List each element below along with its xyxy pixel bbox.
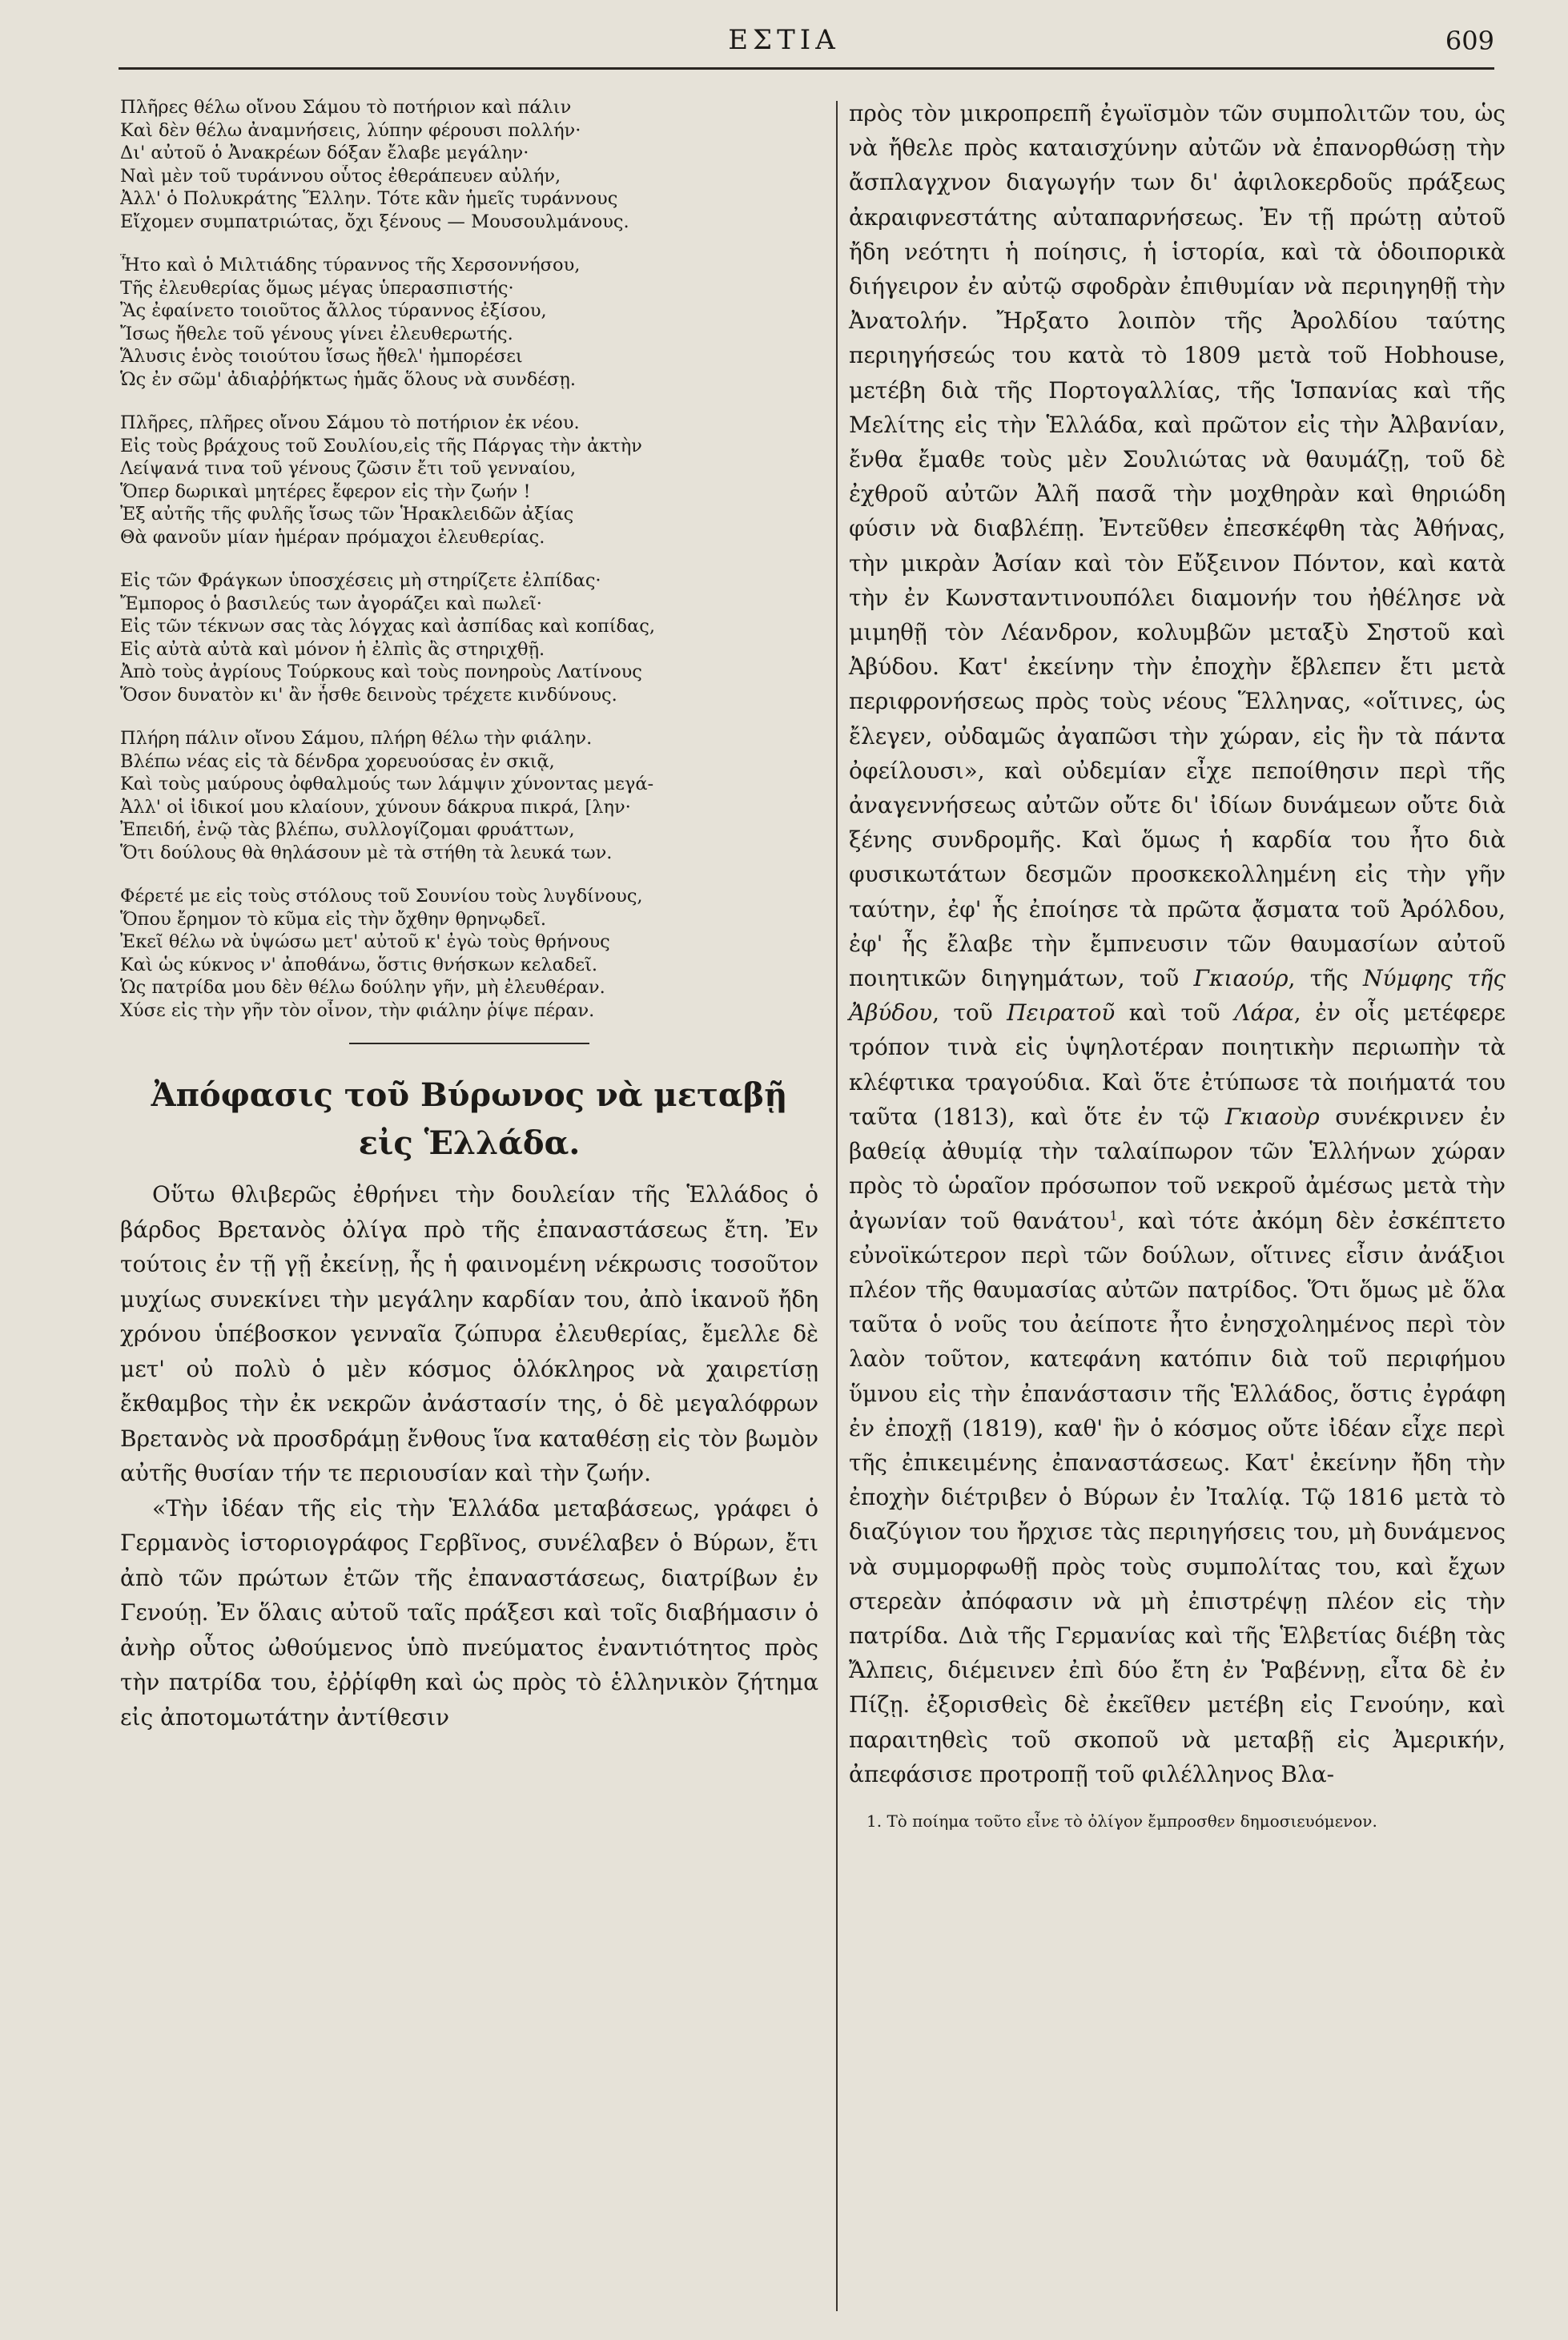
verse-line: Ἦτο καὶ ὁ Μιλτιάδης τύραννος τῆς Χερσοννήσου, bbox=[120, 255, 581, 275]
work-title: Γκιαοὺρ bbox=[1224, 1103, 1320, 1130]
poem-stanza bbox=[120, 727, 818, 864]
verse-line: Τῆς ἐλευθερίας ὅμως μέγας ὑπερασπιστής· bbox=[120, 277, 514, 299]
body-text: , ἐν οἷς μετέφερε τρόπον τινὰ εἰς ὑψηλοτέραν ποιητικὴν περιωπὴν τὰ κλέφτικα τραγούδια. Καὶ ὅτε ἐτύπωσε τὰ ποιήματά του ταῦτα (1813), καὶ ὅτε ἐν τῷ bbox=[849, 999, 1506, 1130]
work-title: Λάρα bbox=[1234, 999, 1294, 1027]
body-text: συνέκρινεν ἐν βαθείᾳ ἀθυμίᾳ τὴν ταλαίπωρον τῶν Ἑλλήνων χώραν πρὸς τὸ ὡραῖον πρόσωπον τοῦ νεκροῦ ἀμέσως μετὰ τὴν ἀγωνίαν τοῦ θανάτου bbox=[849, 1103, 1506, 1234]
footnote: 1. Τὸ ποίημα τοῦτο εἶνε τὸ ὀλίγον ἔμπροσθεν δημοσιευόμενον. bbox=[866, 1811, 1377, 1831]
verse-line: Πλῆρες θέλω οἴνου Σάμου τὸ ποτήριον καὶ πάλιν bbox=[120, 97, 572, 118]
column-divider bbox=[836, 101, 838, 2311]
verse-line: Δι' αὐτοῦ ὁ Ἀνακρέων δόξαν ἔλαβε μεγάλην· bbox=[120, 143, 529, 163]
verse-line: Ἴσως ἤθελε τοῦ γένους γίνει ἐλευθερωτής. bbox=[120, 323, 513, 344]
verse-line: Ἀπὸ τοὺς ἀγρίους Τούρκους καὶ τοὺς πονηροὺς Λατίνους bbox=[120, 661, 642, 682]
verse-line: Εἰς τῶν τέκνων σας τὰς λόγχας καὶ ἀσπίδας καὶ κοπίδας, bbox=[120, 616, 656, 637]
verse-line: Θὰ φανοῦν μίαν ἡμέραν πρόμαχοι ἐλευθερίας. bbox=[120, 526, 545, 548]
page-number: 609 bbox=[1445, 26, 1494, 56]
body-text: , τοῦ bbox=[932, 999, 993, 1027]
body-text: , τῆς bbox=[1288, 965, 1349, 992]
verse-line: Ὅτι δούλους θὰ θηλάσουν μὲ τὰ στήθη τὰ λευκά των. bbox=[120, 842, 613, 863]
right-column bbox=[849, 96, 1506, 1833]
verse-line: Λείψανά τινα τοῦ γένους ζῶσιν ἔτι τοῦ γενναίου, bbox=[120, 458, 577, 479]
work-title: Νύμφης τῆς Ἀβύδου bbox=[849, 965, 1506, 1027]
header-rule bbox=[119, 67, 1494, 70]
verse-line: Εἰς τῶν Φράγκων ὑποσχέσεις μὴ στηρίζετε ἐλπίδας· bbox=[120, 570, 601, 591]
body-text: καὶ τοῦ bbox=[1128, 999, 1220, 1027]
paragraph-text: Οὕτω θλιβερῶς ἐθρήνει τὴν δουλείαν τῆς Ἑλλάδος ὁ βάρδος Βρετανὸς ὀλίγα πρὸ τῆς ἐπαναστάσεως ἔτη. Ἐν τούτοις ἐν τῇ γῇ ἐκείνῃ, ἧς ἡ φαινομένη νέκρωσις τοσοῦτον μυχίως συνεκίνει τὴν μεγάλην καρδίαν του, ἀπὸ ἱκανοῦ ἤδη χρόνου ὑπέβοσκον γενναῖα ζώπυρα ἐλευθερίας, ἔμελλε δὲ μετ' οὐ πολὺ ὁ μὲν κόσμος ὁλόκληρος νὰ χαιρετίσῃ ἔκθαμβος τὴν ἐκ νεκρῶν ἀνάστασίν της, ὁ δὲ μεγαλόφρων Βρετανὸς νὰ προσδράμῃ ἔνθους ἵνα καταθέσῃ εἰς τὸν βωμὸν αὐτῆς θυσίαν τήν τε περιουσίαν καὶ τὴν ζωήν. bbox=[120, 1181, 818, 1486]
poem-stanza bbox=[120, 412, 818, 549]
verse-line: Πλῆρες, πλῆρες οἴνου Σάμου τὸ ποτήριον ἐκ νέου. bbox=[120, 412, 580, 433]
paragraph-text: «Τὴν ἰδέαν τῆς εἰς τὴν Ἑλλάδα μεταβάσεως, γράφει ὁ Γερμανὸς ἱστοριογράφος Γερβῖνος, συνέλαβεν ὁ Βύρων, ἔτι ἀπὸ τῶν πρώτων ἐτῶν τῆς ἐπαναστάσεως, διατρίβων ἐν Γενούῃ. Ἐν ὅλαις αὐτοῦ ταῖς πράξεσι καὶ τοῖς διαβήμασιν ὁ ἀνὴρ οὗτος ὠθούμενος ὑπὸ πνεύματος ἐναντιότητος πρὸς τὴν πατρίδα του, ἐῤῥίφθη καὶ ὡς πρὸς τὸ ἑλληνικὸν ζήτημα εἰς ἀποτομωτάτην ἀντίθεσιν bbox=[120, 1494, 818, 1731]
verse-line: Ὅπερ δωρικαὶ μητέρες ἔφερον εἰς τὴν ζωήν ! bbox=[120, 480, 531, 502]
body-text: , καὶ τότε ἀκόμη δὲν ἐσκέπτετο εὐνοϊκώτερον περὶ τῶν δούλων, οἵτινες εἶσιν ἀνάξιοι πλέον τῆς θαυμασίας αὐτῶν πατρίδος. Ὅτι ὅμως μὲ ὅλα ταῦτα ὁ νοῦς του ἀείποτε ἦτο ἐνησχολημένος περὶ τὸν λαὸν τοῦτον, κατεφάνη κατόπιν διὰ τοῦ περιφήμου ὕμνου εἰς τὴν ἐπανάστασιν τῆς Ἑλλάδος, ὅστις ἐγράφη ἐν ἐποχῇ (1819), καθ' ἣν ὁ κόσμος οὔτε ἰδέαν εἶχε περὶ τῆς ἐπικειμένης ἐπαναστάσεως. Κατ' ἐκείνην ἤδη τὴν ἐποχὴν διέτριβεν ὁ Βύρων ἐν Ἰταλίᾳ. Τῷ 1816 μετὰ τὸ διαζύγιον του ἤρχισε τὰς περιηγήσεις του, μὴ δυνάμενος νὰ συμμορφωθῇ πρὸς τοὺς συμπολίτας του, καὶ ἔχων στερεὰν ἀπόφασιν νὰ μὴ ἐπιστρέψῃ πλέον εἰς τὴν πατρίδα. Διὰ τῆς Γερμανίας καὶ τῆς Ἑλβετίας διέβη τὰς Ἄλπεις, διέμεινεν ἐπὶ δύο ἔτη ἐν Ῥαβέννῃ, εἶτα δὲ ἐν Πίζῃ. ἐξορισθεὶς δὲ ἐκεῖθεν μετέβη εἰς Γενούην, καὶ παραιτηθεὶς τοῦ σκοποῦ νὰ μεταβῇ εἰς Ἀμερικήν, ἀπεφάσισε προτροπῇ τοῦ φιλέλληνος Βλα- bbox=[849, 1207, 1506, 1787]
verse-line: Ἂς ἐφαίνετο τοιοῦτος ἄλλος τύραννος ἐξίσου, bbox=[120, 300, 547, 321]
poem-stanza bbox=[120, 569, 818, 706]
verse-line: Ἐπειδή, ἐνῷ τὰς βλέπω, συλλογίζομαι φρυάττων, bbox=[120, 819, 575, 840]
article-paragraph bbox=[120, 1177, 818, 1491]
verse-line: Βλέπω νέας εἰς τὰ δένδρα χορευούσας ἐν σκιᾷ, bbox=[120, 750, 555, 772]
left-column bbox=[120, 96, 818, 1735]
article-paragraph bbox=[120, 1491, 818, 1735]
work-title: Πειρατοῦ bbox=[1007, 999, 1116, 1027]
verse-line: Ἀλλ' οἱ ἰδικοί μου κλαίουν, χύνουν δάκρυα πικρά, [λην· bbox=[120, 796, 631, 818]
verse-line: Ἐξ αὐτῆς τῆς φυλῆς ἴσως τῶν Ἡρακλειδῶν ἀξίας bbox=[120, 504, 574, 525]
article-continuation bbox=[849, 96, 1506, 1791]
verse-line: Ἔμπορος ὁ βασιλεύς των ἀγοράζει καὶ πωλεῖ· bbox=[120, 593, 542, 614]
verse-line: Εἴχομεν συμπατριώτας, ὄχι ξένους — Μουσουλμάνους. bbox=[120, 211, 629, 232]
verse-line: Ὡς πατρίδα μου δὲν θέλω δούλην γῆν, μὴ ἐλευθέραν. bbox=[120, 977, 605, 998]
work-title: Γκιαούρ bbox=[1193, 965, 1289, 992]
verse-line: Φέρετέ με εἰς τοὺς στόλους τοῦ Σουνίου τοὺς λυγδίνους, bbox=[120, 886, 643, 907]
verse-line: Ὡς ἐν σῶμ' ἀδιαῤῥήκτως ἡμᾶς ὅλους νὰ συνδέσῃ. bbox=[120, 368, 576, 390]
article-heading bbox=[120, 1071, 818, 1168]
verse-line: Πλήρη πάλιν οἴνου Σάμου, πλήρη θέλω τὴν φιάλην. bbox=[120, 728, 593, 749]
poem-stanza bbox=[120, 254, 818, 391]
verse-line: Ὅσον δυνατὸν κι' ἂν ἦσθε δεινοὺς τρέχετε κινδύνους. bbox=[120, 684, 617, 706]
footnote-marker: 1 bbox=[1109, 1208, 1118, 1224]
running-title: ΕΣΤΙΑ bbox=[728, 24, 840, 56]
verse-line: Χύσε εἰς τὴν γῆν τὸν οἶνον, τὴν φιάλην ῥίψε πέραν. bbox=[120, 999, 595, 1021]
section-separator bbox=[349, 1043, 589, 1044]
heading-line: Ἀπόφασις τοῦ Βύρωνος νὰ μεταβῇ bbox=[151, 1076, 788, 1114]
poem bbox=[120, 96, 818, 1022]
verse-line: Ἀλλ' ὁ Πολυκράτης Ἕλλην. Τότε κἂν ἡμεῖς τυράννους bbox=[120, 188, 618, 209]
poem-stanza bbox=[120, 885, 818, 1022]
verse-line: Ναὶ μὲν τοῦ τυράννου οὗτος ἐθεράπευεν αὐλήν, bbox=[120, 165, 561, 187]
verse-line: Ἅλυσις ἑνὸς τοιούτου ἴσως ἤθελ' ἠμπορέσει bbox=[120, 346, 523, 367]
verse-line: Καὶ ὡς κύκνος ν' ἀποθάνω, ὅστις θνήσκων κελαδεῖ. bbox=[120, 954, 598, 975]
verse-line: Εἰς τοὺς βράχους τοῦ Σουλίου,εἰς τῆς Πάργας τὴν ἀκτὴν bbox=[120, 435, 642, 456]
verse-line: Εἰς αὐτὰ αὐτὰ καὶ μόνον ἡ ἐλπὶς ἂς στηριχθῇ. bbox=[120, 638, 545, 660]
verse-line: Ἐκεῖ θέλω νὰ ὑψώσω μετ' αὐτοῦ κ' ἐγὼ τοὺς θρήνους bbox=[120, 931, 610, 952]
body-text: πρὸς τὸν μικροπρεπῆ ἐγωϊσμὸν τῶν συμπολιτῶν του, ὡς νὰ ἤθελε πρὸς καταισχύνην αὐτῶν νὰ ἐπανορθώσῃ τὴν ἄσπλαγχνον διαγωγήν των δι' ἀφιλοκερδοῦς πράξεως ἀκραιφνεστάτης αὐταπαρνήσεως. Ἐν τῇ πρώτῃ αὐτοῦ ἤδη νεότητι ἡ ποίησις, ἡ ἱστορία, καὶ τὰ ὁδοιπορικὰ διήγειρον ἐν αὐτῷ σφοδρὰν ἐπιθυμίαν νὰ περιηγηθῇ τὴν Ἀνατολήν. Ἤρξατο λοιπὸν τῆς Ἀρολδίου ταύτης περιηγήσεώς του κατὰ τὸ 1809 μετὰ τοῦ Hobhouse, μετέβη διὰ τῆς Πορτογαλλίας, τῆς Ἱσπανίας καὶ τῆς Μελίτης εἰς τὴν Ἑλλάδα, καὶ πρῶτον εἰς τὴν Ἀλβανίαν, ἔνθα ἔμαθε τοὺς μὲν Σουλιώτας νὰ θαυμάζῃ, τοῦ δὲ ἐχθροῦ αὐτῶν Ἀλῆ πασᾶ τὴν μοχθηρὰν καὶ θηριώδη φύσιν νὰ διαβλέπῃ. Ἐντεῦθεν ἐπεσκέφθη τὰς Ἀθήνας, τὴν μικρὰν Ἀσίαν καὶ τὸν Εὔξεινον Πόντον, καὶ κατὰ τὴν ἐν Κωνσταντινουπόλει διαμονήν του ἠθέλησε νὰ μιμηθῇ τὸν Λέανδρον, κολυμβῶν μεταξὺ Σηστοῦ καὶ Ἀβύδου. Κατ' ἐκείνην τὴν ἐποχὴν ἔβλεπεν ἔτι μετὰ περιφρονήσεως πρὸς τοὺς νέους Ἕλληνας, «οἵτινες, ὡς ἔλεγεν, οὐδαμῶς ἀγαπῶσι τὴν χώραν, εἰς ἣν τὰ πάντα ὀφείλουσι», καὶ οὐδεμίαν εἶχε πεποίθησιν περὶ τῆς ἀναγεννήσεως αὐτῶν οὔτε δι' ἰδίων δυνάμεων οὔτε διὰ ξένης συνδρομῆς. Καὶ ὅμως ἡ καρδία του ἦτο διὰ φυσικωτάτων δεσμῶν προσκεκολλημένη εἰς τὴν γῆν ταύτην, ἐφ' ἧς ἐποίησε τὰ πρῶτα ᾄσματα τοῦ Ἀρόλδου, ἐφ' ἧς ἔλαβε τὴν ἔμπνευσιν τῶν θαυμασίων αὐτοῦ ποιητικῶν διηγημάτων, τοῦ bbox=[849, 100, 1506, 992]
heading-line: εἰς Ἑλλάδα. bbox=[358, 1124, 581, 1162]
verse-line: Καὶ τοὺς μαύρους ὀφθαλμούς των λάμψιν χύνοντας μεγά- bbox=[120, 774, 654, 794]
poem-stanza bbox=[120, 96, 818, 233]
verse-line: Ὅπου ἔρημον τὸ κῦμα εἰς τὴν ὄχθην θρηνῳδεῖ. bbox=[120, 908, 546, 930]
verse-line: Καὶ δὲν θέλω ἀναμνήσεις, λύπην φέρουσι πολλήν· bbox=[120, 119, 581, 141]
